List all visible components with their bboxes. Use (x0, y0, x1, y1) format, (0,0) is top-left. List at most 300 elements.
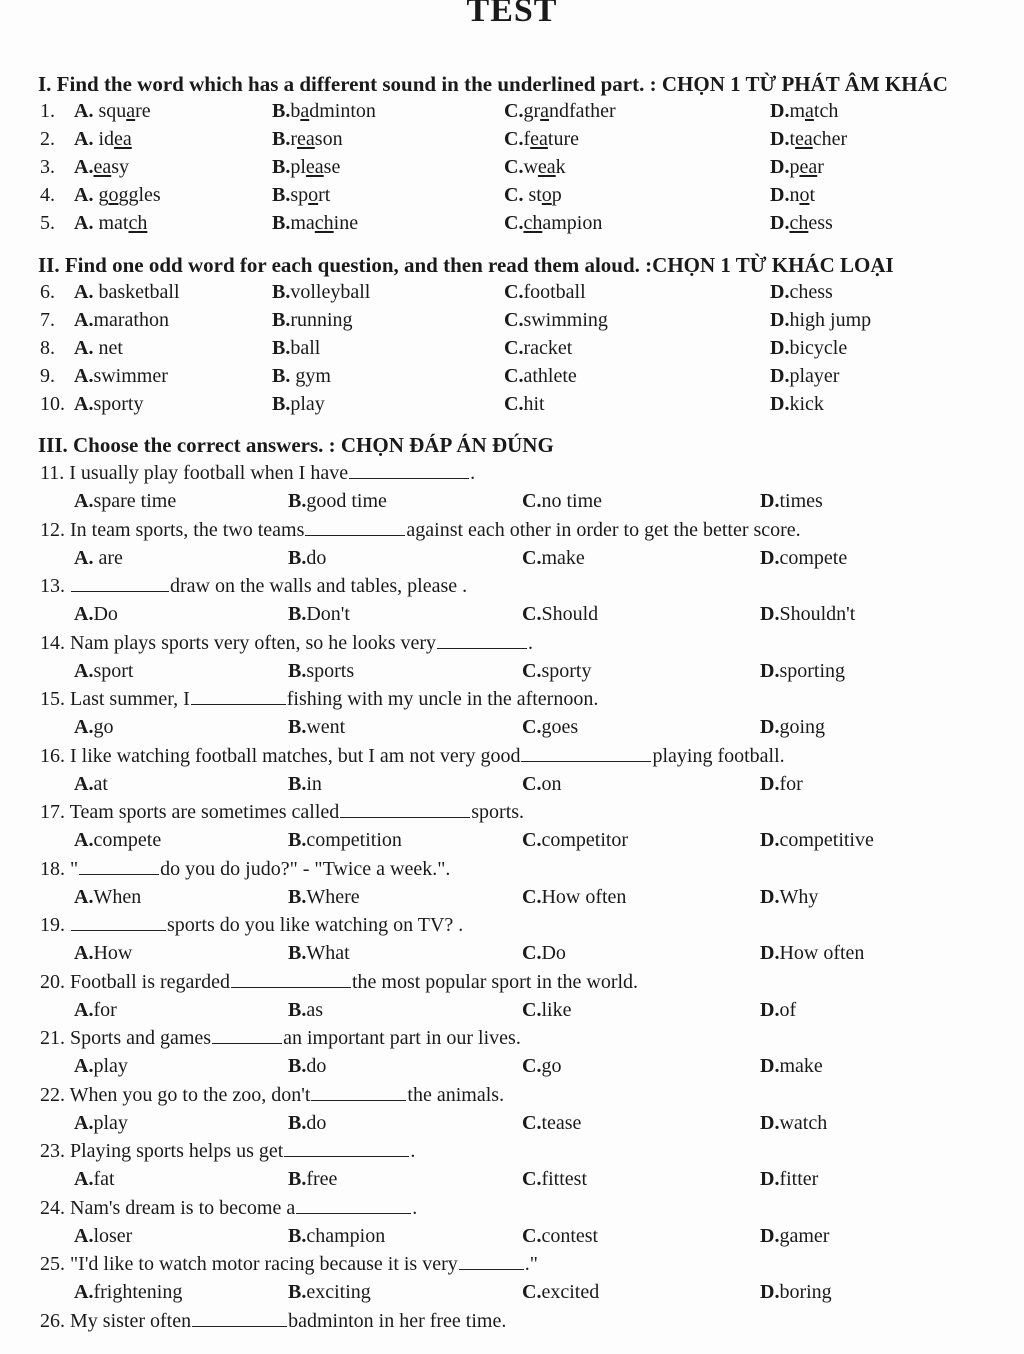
option-text: like (541, 998, 572, 1021)
option-letter: D. (770, 156, 790, 178)
option-letter: C. (522, 546, 542, 569)
question-row (0, 365, 1024, 393)
option-text: go (93, 716, 114, 738)
question-text (40, 462, 475, 485)
option-d (760, 999, 796, 1022)
question-text (40, 1253, 538, 1276)
option-a (74, 184, 161, 207)
option-a (74, 156, 129, 179)
option-text: on (541, 772, 562, 795)
option-letter: B. (272, 212, 291, 234)
option-text: sp (290, 184, 309, 206)
option-letter: C. (522, 659, 542, 682)
question-row (0, 184, 1024, 212)
option-c (522, 999, 571, 1022)
option-a (74, 1281, 182, 1304)
option-letter: B. (272, 128, 291, 150)
underlined-part: ch (314, 212, 334, 234)
option-b (288, 547, 326, 570)
option-letter: C. (522, 1168, 542, 1190)
question-suffix: badminton in her free time. (288, 1309, 507, 1332)
underlined-part: ch (128, 212, 148, 234)
option-a (74, 942, 132, 965)
option-c (522, 1225, 598, 1248)
option-letter: C. (522, 716, 542, 738)
option-d (760, 1168, 818, 1191)
underlined-part: a (300, 100, 310, 122)
question-text (40, 914, 463, 937)
option-c (522, 490, 602, 513)
options-row (0, 716, 1024, 744)
option-d (770, 184, 815, 207)
option-text: champion (306, 1224, 386, 1247)
option-a (74, 1225, 132, 1248)
option-letter: D. (760, 659, 780, 682)
option-letter: D. (770, 100, 790, 122)
option-c (522, 660, 591, 683)
option-text: times (779, 490, 823, 512)
option-text: mat (93, 212, 129, 234)
option-text: go (541, 1055, 562, 1077)
question-suffix: an important part in our lives. (283, 1027, 521, 1049)
question-suffix: . (528, 631, 534, 654)
option-d (760, 660, 845, 683)
option-b (288, 660, 354, 683)
question-prefix: 11. I usually play football when I have (40, 462, 349, 484)
answer-blank (284, 1142, 409, 1157)
option-text: make (779, 1055, 823, 1077)
option-letter: D. (760, 490, 780, 512)
option-letter: B. (272, 365, 291, 387)
option-text: How often (779, 942, 865, 964)
option-letter: B. (272, 156, 291, 178)
option-d (760, 942, 864, 965)
answer-blank (212, 1029, 282, 1044)
option-letter: D. (760, 998, 780, 1021)
option-d (760, 716, 825, 739)
option-letter: C. (504, 156, 524, 178)
question-text (40, 1310, 506, 1333)
option-text: sporty (93, 393, 144, 415)
question-row (0, 212, 1024, 240)
option-letter: C. (504, 337, 524, 359)
option-text: t (809, 184, 816, 206)
question-prefix: 26. My sister often (40, 1309, 192, 1332)
answer-blank (311, 1086, 406, 1101)
option-letter: D. (760, 772, 780, 795)
question-text (40, 1084, 504, 1107)
option-letter: D. (760, 716, 780, 738)
option-letter: A. (74, 546, 94, 569)
option-text: ine (333, 212, 359, 234)
answer-blank (296, 1199, 411, 1214)
option-b (288, 490, 387, 513)
option-d (770, 128, 847, 151)
option-letter: A. (74, 1055, 94, 1077)
question-number: 1. (40, 100, 55, 122)
option-b (272, 156, 340, 179)
option-text: ma (290, 212, 315, 234)
question-number: 7. (40, 309, 55, 331)
question-prefix: 15. Last summer, I (40, 688, 190, 710)
option-text: ture (547, 128, 579, 150)
option-letter: D. (760, 1224, 780, 1247)
option-a (74, 393, 143, 416)
option-text: re (135, 100, 151, 122)
option-d (760, 603, 855, 626)
question-number: 2. (40, 128, 55, 150)
option-letter: A. (74, 942, 94, 964)
option-text: gamer (779, 1224, 830, 1247)
option-letter: C. (522, 603, 542, 625)
option-letter: B. (288, 1168, 307, 1190)
option-text: How (93, 942, 133, 964)
option-text: m (789, 100, 806, 122)
underlined-part: o (541, 184, 552, 206)
option-c (504, 365, 577, 388)
answer-blank (459, 1255, 524, 1270)
option-b (272, 337, 320, 360)
underlined-part: ea (799, 156, 818, 178)
question-prefix: 20. Football is regarded (40, 970, 230, 993)
option-text: sy (111, 156, 130, 178)
option-d (770, 393, 824, 416)
option-letter: C. (522, 1281, 542, 1303)
option-b (272, 100, 376, 123)
option-letter: C. (504, 184, 524, 206)
underlined-part: o (799, 184, 810, 206)
question-row (0, 309, 1024, 337)
option-b (288, 999, 323, 1022)
question-prefix: 13. (40, 575, 70, 597)
option-text: ggles (118, 184, 161, 206)
underlined-part: ea (114, 128, 132, 150)
option-letter: B. (272, 184, 291, 206)
option-text: pl (290, 156, 306, 178)
option-a (74, 1112, 128, 1135)
option-d (770, 156, 824, 179)
option-letter: C. (504, 309, 524, 331)
option-letter: C. (522, 772, 542, 795)
question-row (0, 100, 1024, 128)
option-text: tch (813, 100, 839, 122)
option-letter: C. (504, 212, 524, 234)
question-suffix: fishing with my uncle in the afternoon. (286, 688, 599, 710)
option-letter: A. (74, 128, 94, 150)
option-text: b (290, 100, 301, 122)
option-c (504, 393, 545, 416)
option-b (288, 1168, 337, 1191)
option-d (770, 309, 871, 332)
option-text: excited (541, 1281, 600, 1303)
option-text: bicycle (789, 337, 848, 359)
option-letter: A. (74, 365, 94, 387)
option-c (522, 1055, 561, 1078)
question-suffix: draw on the walls and tables, please . (170, 575, 468, 597)
question-prefix: 21. Sports and games (40, 1027, 212, 1049)
option-letter: D. (770, 337, 790, 359)
underlined-part: o (308, 184, 319, 206)
option-text: id (93, 128, 115, 150)
option-text: kick (789, 393, 824, 415)
question-prefix: 12. In team sports, the two teams (40, 518, 305, 541)
option-text: chess (789, 281, 833, 303)
options-row (0, 829, 1024, 857)
option-b (288, 829, 402, 852)
question-suffix: sports. (471, 801, 525, 823)
option-c (522, 603, 598, 626)
question-text (40, 1197, 417, 1220)
option-letter: A. (74, 885, 94, 908)
question-text (40, 801, 524, 824)
option-letter: B. (288, 998, 307, 1021)
option-a (74, 547, 123, 570)
option-a (74, 829, 161, 852)
option-letter: A. (74, 659, 94, 682)
option-text: athlete (523, 365, 577, 387)
question-suffix: playing football. (652, 744, 785, 767)
question-text (40, 1027, 521, 1050)
option-letter: C. (504, 365, 524, 387)
option-text: player (789, 365, 840, 387)
option-text: of (779, 998, 797, 1021)
option-letter: B. (288, 716, 307, 738)
option-a (74, 1055, 128, 1078)
option-text: g (93, 184, 109, 206)
option-a (74, 128, 132, 151)
underlined-part: ch (789, 212, 809, 234)
question-prefix: 16. I like watching football matches, but I am not very good (40, 744, 521, 767)
option-text: at (93, 772, 108, 795)
option-b (272, 281, 370, 304)
option-text: do (306, 546, 327, 569)
option-letter: A. (74, 309, 94, 331)
question-text (40, 519, 801, 542)
option-letter: B. (288, 942, 307, 964)
option-text: n (789, 184, 800, 206)
option-letter: A. (74, 281, 94, 303)
underlined-part: ea (297, 128, 315, 150)
option-letter: A. (74, 100, 94, 122)
option-text: basketball (93, 281, 180, 303)
option-c (522, 547, 585, 570)
option-a (74, 773, 108, 796)
option-text: sport (93, 659, 134, 682)
option-c (504, 128, 579, 151)
option-a (74, 337, 123, 360)
question-row (0, 281, 1024, 309)
option-b (288, 716, 345, 739)
option-letter: B. (272, 100, 291, 122)
option-text: competition (306, 829, 402, 851)
option-letter: B. (288, 1224, 307, 1247)
question-row (0, 337, 1024, 365)
underlined-part: ch (523, 212, 543, 234)
option-letter: C. (522, 490, 542, 512)
option-text: Why (779, 885, 819, 908)
option-letter: A. (74, 156, 94, 178)
question-text (40, 971, 638, 994)
option-text: dminton (309, 100, 376, 122)
option-text: squ (93, 100, 127, 122)
answer-blank (192, 1312, 287, 1327)
option-text: son (314, 128, 343, 150)
option-letter: B. (272, 393, 291, 415)
option-text: st (523, 184, 542, 206)
option-text: play (290, 393, 325, 415)
option-letter: B. (288, 546, 307, 569)
option-c (522, 1168, 587, 1191)
option-text: cher (812, 128, 848, 150)
option-a (74, 716, 113, 739)
question-suffix: ." (524, 1253, 538, 1275)
option-c (504, 212, 602, 235)
option-d (770, 337, 847, 360)
answer-blank (340, 803, 470, 818)
option-letter: B. (272, 309, 291, 331)
option-letter: C. (522, 942, 542, 964)
option-c (504, 309, 608, 332)
option-b (272, 212, 358, 235)
option-c (522, 829, 628, 852)
option-text: marathon (93, 309, 169, 331)
option-d (760, 547, 847, 570)
option-letter: D. (770, 212, 790, 234)
question-prefix: 22. When you go to the zoo, don't (40, 1083, 311, 1106)
question-number: 8. (40, 337, 55, 359)
option-letter: D. (770, 309, 790, 331)
option-text: compete (779, 546, 848, 569)
answer-blank (437, 634, 527, 649)
options-row (0, 1112, 1024, 1140)
option-text: k (555, 156, 566, 178)
option-text: goes (541, 716, 579, 738)
option-letter: D. (770, 393, 790, 415)
option-text: ndfather (549, 100, 616, 122)
option-d (760, 1225, 829, 1248)
option-text: in (306, 772, 322, 795)
option-letter: D. (770, 365, 790, 387)
option-d (770, 212, 833, 235)
option-text: ball (290, 337, 321, 359)
option-letter: A. (74, 772, 94, 795)
option-letter: D. (760, 546, 780, 569)
option-letter: D. (760, 885, 780, 908)
question-number: 4. (40, 184, 55, 206)
option-text: free (306, 1168, 338, 1190)
option-d (770, 281, 833, 304)
option-text: going (779, 716, 826, 738)
option-b (288, 942, 350, 965)
option-letter: C. (522, 1055, 542, 1077)
option-text: football (523, 281, 586, 303)
page-title: TEST (466, 0, 558, 29)
answer-blank (79, 860, 159, 875)
option-letter: D. (770, 128, 790, 150)
option-text: t (789, 128, 796, 150)
option-letter: D. (760, 1281, 780, 1303)
option-text: f (523, 128, 531, 150)
option-letter: B. (288, 490, 307, 512)
option-b (288, 1281, 371, 1304)
option-text: high jump (789, 309, 872, 331)
option-text: Do (93, 603, 118, 625)
option-text: competitor (541, 829, 629, 851)
question-prefix: 23. Playing sports helps us get (40, 1140, 284, 1162)
option-c (522, 1281, 599, 1304)
option-a (74, 886, 141, 909)
option-a (74, 365, 168, 388)
question-prefix: 14. Nam plays sports very often, so he looks very (40, 631, 437, 654)
option-text: r (817, 156, 824, 178)
option-b (272, 365, 331, 388)
question-number: 10. (40, 393, 65, 415)
question-prefix: 24. Nam's dream is to become a (40, 1196, 296, 1219)
option-letter: B. (272, 337, 291, 359)
option-letter: C. (522, 1224, 542, 1247)
option-b (288, 1225, 385, 1248)
section1-heading: I. Find the word which has a different sound in the underlined part. : CHỌN 1 TỪ PHÁT ÂM KHÁC (38, 72, 948, 96)
option-c (522, 886, 626, 909)
question-number: 5. (40, 212, 55, 234)
question-suffix: do you do judo?" - "Twice a week.". (160, 857, 451, 880)
underlined-part: ea (795, 128, 813, 150)
options-row (0, 603, 1024, 631)
option-text: fat (93, 1168, 115, 1190)
option-b (288, 603, 350, 626)
option-text: Don't (306, 603, 350, 625)
option-c (504, 281, 586, 304)
option-text: How often (541, 885, 627, 908)
option-text: do (306, 1055, 327, 1077)
question-number: 6. (40, 281, 55, 303)
options-row (0, 1281, 1024, 1309)
answer-blank (71, 577, 169, 592)
question-row (0, 156, 1024, 184)
option-letter: D. (760, 942, 780, 964)
option-text: ampion (542, 212, 603, 234)
option-text: compete (93, 829, 162, 851)
option-letter: D. (770, 184, 790, 206)
option-d (760, 1281, 832, 1304)
option-c (522, 773, 561, 796)
option-text: play (93, 1055, 128, 1077)
option-letter: D. (760, 603, 780, 625)
options-row (0, 886, 1024, 914)
option-a (74, 309, 169, 332)
option-letter: B. (288, 885, 307, 908)
option-text: fittest (541, 1168, 587, 1190)
question-prefix: 25. "I'd like to watch motor racing because it is very (40, 1253, 458, 1275)
option-text: Shouldn't (779, 603, 856, 625)
option-letter: B. (288, 1281, 307, 1303)
answer-blank (349, 464, 469, 479)
option-letter: A. (74, 998, 94, 1021)
option-letter: A. (74, 1168, 94, 1190)
option-letter: B. (288, 1055, 307, 1077)
option-d (770, 100, 838, 123)
option-text: contest (541, 1224, 599, 1247)
option-b (272, 128, 343, 151)
question-prefix: 19. (40, 914, 70, 936)
underlined-part: ea (305, 156, 324, 178)
option-text: hit (523, 393, 545, 415)
option-a (74, 490, 176, 513)
option-text: for (779, 772, 803, 795)
option-b (272, 309, 353, 332)
option-text: tease (541, 1111, 582, 1134)
option-text: sporty (541, 659, 592, 682)
